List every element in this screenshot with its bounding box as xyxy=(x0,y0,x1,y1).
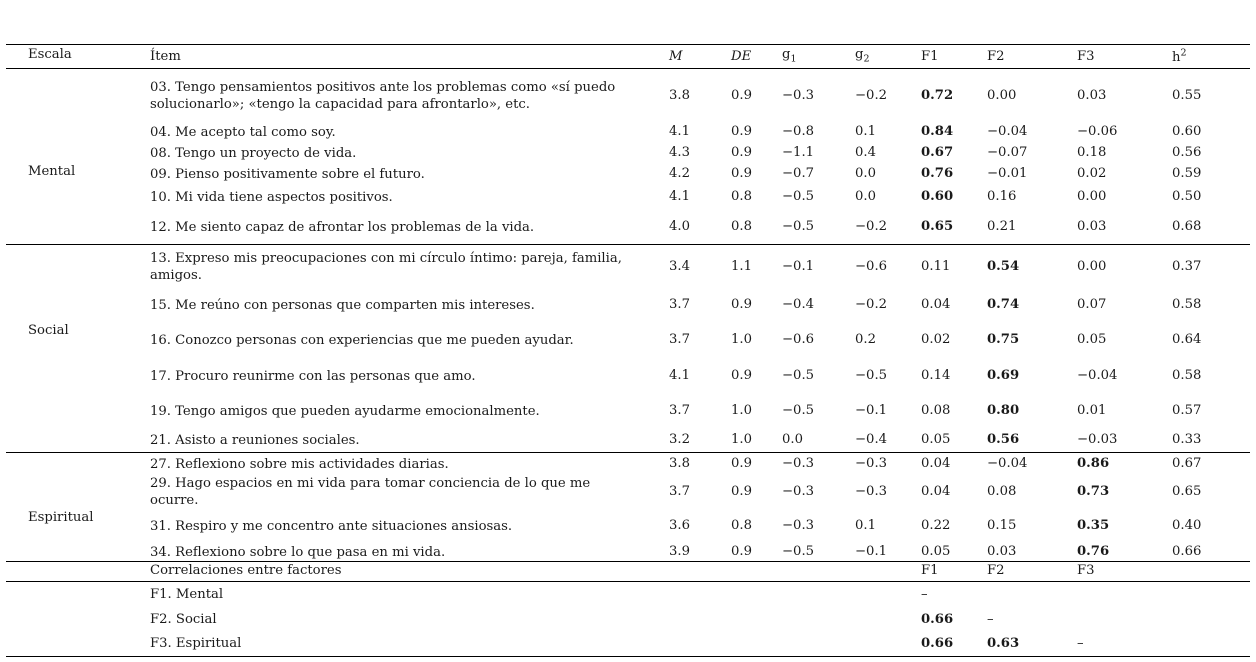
cell-g1: −0.6 xyxy=(782,332,815,347)
cell-g2: 0.0 xyxy=(855,189,876,204)
cell-m: 4.2 xyxy=(669,166,690,181)
cell-de: 0.9 xyxy=(731,368,752,383)
header-g2-base: g xyxy=(855,47,864,62)
correlations-col-f1: F1 xyxy=(921,563,939,578)
header-escala: Escala xyxy=(28,47,72,62)
cell-f1: 0.02 xyxy=(921,332,951,347)
cell-m: 4.1 xyxy=(669,124,690,139)
cell-f1: 0.11 xyxy=(921,259,951,274)
item-text: 31. Respiro y me concentro ante situaciones ansiosas. xyxy=(150,518,513,534)
scale-label-mental: Mental xyxy=(28,164,76,179)
cell-de: 0.9 xyxy=(731,166,752,181)
header-rule xyxy=(6,68,1250,69)
corr-f2-f1: 0.66 xyxy=(921,612,954,627)
item-text: 16. Conozco personas con experiencias que me pueden ayudar. xyxy=(150,332,574,348)
header-g1 xyxy=(782,47,797,63)
top-rule xyxy=(6,44,1250,45)
cell-h2: 0.65 xyxy=(1172,484,1202,499)
cell-f3: 0.03 xyxy=(1077,219,1107,234)
cell-m: 3.4 xyxy=(669,259,690,274)
correlations-header-rule xyxy=(6,581,1250,582)
cell-f3: −0.03 xyxy=(1077,432,1118,447)
item-text: 29. Hago espacios en mi vida para tomar conciencia de lo que me ocurre. xyxy=(150,476,591,508)
item-text: 17. Procuro reunirme con las personas que amo. xyxy=(150,368,476,384)
cell-f2: 0.21 xyxy=(987,219,1017,234)
cell-de: 0.9 xyxy=(731,456,752,471)
item-text: 09. Pienso positivamente sobre el futuro. xyxy=(150,166,425,182)
correlations-title: Correlaciones entre factores xyxy=(150,563,342,578)
cell-f2: 0.69 xyxy=(987,368,1020,383)
cell-f1: 0.84 xyxy=(921,124,954,139)
header-g2-sub: 2 xyxy=(863,53,870,65)
cell-f3: 0.00 xyxy=(1077,259,1107,274)
header-h2-sup: 2 xyxy=(1180,47,1187,59)
cell-h2: 0.50 xyxy=(1172,189,1202,204)
header-f2: F2 xyxy=(987,49,1005,64)
cell-f2: −0.01 xyxy=(987,166,1028,181)
item-text: 03. Tengo pensamientos positivos ante los problemas como «sí puedo solucionarlo»; «tengo la capacidad para afrontarlo», etc. xyxy=(150,80,616,112)
cell-de: 0.9 xyxy=(731,124,752,139)
cell-g1: 0.0 xyxy=(782,432,803,447)
cell-g2: −0.2 xyxy=(855,219,888,234)
item-text: 10. Mi vida tiene aspectos positivos. xyxy=(150,189,393,205)
cell-g2: −0.1 xyxy=(855,403,888,418)
cell-f2: 0.56 xyxy=(987,432,1020,447)
item-text: 08. Tengo un proyecto de vida. xyxy=(150,145,357,161)
header-g2 xyxy=(855,47,870,63)
cell-f1: 0.60 xyxy=(921,189,954,204)
cell-g2: −0.5 xyxy=(855,368,888,383)
cell-m: 3.7 xyxy=(669,403,690,418)
cell-g2: −0.3 xyxy=(855,484,888,499)
cell-de: 0.9 xyxy=(731,145,752,160)
group-separator-social-espiritual xyxy=(6,452,1250,453)
cell-f3: 0.73 xyxy=(1077,484,1110,499)
header-h2 xyxy=(1172,47,1187,66)
cell-f1: 0.04 xyxy=(921,484,951,499)
item-text: 15. Me reúno con personas que comparten mis intereses. xyxy=(150,297,535,313)
cell-g1: −0.3 xyxy=(782,518,815,533)
cell-g1: −0.8 xyxy=(782,124,815,139)
header-sd: DE xyxy=(731,49,752,64)
cell-f1: 0.72 xyxy=(921,88,954,103)
cell-f2: 0.03 xyxy=(987,544,1017,559)
correlations-col-f2: F2 xyxy=(987,563,1005,578)
cell-g2: −0.3 xyxy=(855,456,888,471)
cell-g2: 0.1 xyxy=(855,518,876,533)
cell-f1: 0.67 xyxy=(921,145,954,160)
cell-f1: 0.05 xyxy=(921,544,951,559)
cell-g2: 0.2 xyxy=(855,332,876,347)
cell-g1: −0.1 xyxy=(782,259,815,274)
cell-f1: 0.08 xyxy=(921,403,951,418)
cell-f3: 0.01 xyxy=(1077,403,1107,418)
group-separator-mental-social xyxy=(6,244,1250,245)
corr-f3-f3: – xyxy=(1077,636,1084,651)
cell-f2: 0.16 xyxy=(987,189,1017,204)
cell-f2: 0.75 xyxy=(987,332,1020,347)
correlations-col-f3: F3 xyxy=(1077,563,1095,578)
cell-m: 3.8 xyxy=(669,88,690,103)
corr-f1-f1: – xyxy=(921,587,928,602)
cell-de: 0.9 xyxy=(731,484,752,499)
cell-g1: −0.3 xyxy=(782,88,815,103)
cell-de: 1.1 xyxy=(731,259,752,274)
item-text: 04. Me acepto tal como soy. xyxy=(150,124,336,140)
cell-f1: 0.65 xyxy=(921,219,954,234)
cell-g1: −0.5 xyxy=(782,544,815,559)
cell-g2: −0.2 xyxy=(855,297,888,312)
cell-f3: 0.35 xyxy=(1077,518,1110,533)
item-text: 21. Asisto a reuniones sociales. xyxy=(150,432,360,448)
cell-f3: 0.03 xyxy=(1077,88,1107,103)
cell-de: 0.9 xyxy=(731,88,752,103)
cell-f2: −0.04 xyxy=(987,124,1028,139)
cell-de: 1.0 xyxy=(731,432,752,447)
cell-m: 4.1 xyxy=(669,189,690,204)
cell-g2: 0.4 xyxy=(855,145,876,160)
header-f1: F1 xyxy=(921,49,939,64)
cell-g1: −0.3 xyxy=(782,456,815,471)
cell-h2: 0.58 xyxy=(1172,297,1202,312)
corr-f3-f2: 0.63 xyxy=(987,636,1020,651)
cell-f3: 0.02 xyxy=(1077,166,1107,181)
cell-m: 3.7 xyxy=(669,332,690,347)
cell-f3: 0.76 xyxy=(1077,544,1110,559)
cell-f1: 0.05 xyxy=(921,432,951,447)
cell-de: 0.8 xyxy=(731,518,752,533)
cell-g1: −0.5 xyxy=(782,403,815,418)
correlations-top-rule xyxy=(6,561,1250,562)
cell-f3: 0.05 xyxy=(1077,332,1107,347)
cell-f2: 0.54 xyxy=(987,259,1020,274)
cell-h2: 0.37 xyxy=(1172,259,1202,274)
cell-f3: 0.07 xyxy=(1077,297,1107,312)
cell-h2: 0.67 xyxy=(1172,456,1202,471)
cell-f1: 0.04 xyxy=(921,297,951,312)
cell-g1: −0.5 xyxy=(782,219,815,234)
cell-de: 0.9 xyxy=(731,297,752,312)
cell-h2: 0.60 xyxy=(1172,124,1202,139)
header-mean: M xyxy=(669,49,683,64)
scale-label-espiritual: Espiritual xyxy=(28,510,94,525)
cell-g1: −0.5 xyxy=(782,368,815,383)
cell-m: 3.6 xyxy=(669,518,690,533)
cell-f3: 0.00 xyxy=(1077,189,1107,204)
cell-m: 4.3 xyxy=(669,145,690,160)
cell-f2: 0.74 xyxy=(987,297,1020,312)
cell-f3: −0.04 xyxy=(1077,368,1118,383)
cell-h2: 0.64 xyxy=(1172,332,1202,347)
cell-de: 0.9 xyxy=(731,544,752,559)
cell-m: 3.2 xyxy=(669,432,690,447)
header-h2-base: h xyxy=(1172,50,1181,65)
cell-g2: −0.4 xyxy=(855,432,888,447)
cell-g2: −0.2 xyxy=(855,88,888,103)
cell-de: 0.8 xyxy=(731,219,752,234)
cell-m: 3.7 xyxy=(669,484,690,499)
cell-f1: 0.14 xyxy=(921,368,951,383)
cell-f2: 0.80 xyxy=(987,403,1020,418)
cell-f2: 0.15 xyxy=(987,518,1017,533)
item-text: 19. Tengo amigos que pueden ayudarme emocionalmente. xyxy=(150,403,540,419)
cell-f3: −0.06 xyxy=(1077,124,1118,139)
header-g1-sub: 1 xyxy=(790,53,797,65)
cell-f2: −0.07 xyxy=(987,145,1028,160)
cell-f1: 0.76 xyxy=(921,166,954,181)
scale-label-social: Social xyxy=(28,323,69,338)
cell-g2: −0.1 xyxy=(855,544,888,559)
cell-m: 4.1 xyxy=(669,368,690,383)
cell-h2: 0.59 xyxy=(1172,166,1202,181)
cell-de: 0.8 xyxy=(731,189,752,204)
cell-f1: 0.04 xyxy=(921,456,951,471)
cell-f2: −0.04 xyxy=(987,456,1028,471)
header-g1-base: g xyxy=(782,47,791,62)
cell-h2: 0.57 xyxy=(1172,403,1202,418)
cell-g1: −0.3 xyxy=(782,484,815,499)
cell-h2: 0.33 xyxy=(1172,432,1202,447)
cell-f1: 0.22 xyxy=(921,518,951,533)
cell-f3: 0.86 xyxy=(1077,456,1110,471)
item-text: 34. Reflexiono sobre lo que pasa en mi vida. xyxy=(150,544,446,560)
cell-f2: 0.08 xyxy=(987,484,1017,499)
cell-m: 4.0 xyxy=(669,219,690,234)
corr-row-label: F1. Mental xyxy=(150,587,224,602)
cell-de: 1.0 xyxy=(731,332,752,347)
cell-g2: 0.0 xyxy=(855,166,876,181)
cell-g1: −1.1 xyxy=(782,145,815,160)
item-text: 13. Expreso mis preocupaciones con mi círculo íntimo: pareja, familia, amigos. xyxy=(150,251,622,283)
item-text: 12. Me siento capaz de afrontar los problemas de la vida. xyxy=(150,219,535,235)
bottom-rule xyxy=(6,656,1250,657)
item-text: 27. Reflexiono sobre mis actividades diarias. xyxy=(150,456,449,472)
cell-f2: 0.00 xyxy=(987,88,1017,103)
corr-f3-f1: 0.66 xyxy=(921,636,954,651)
cell-g2: −0.6 xyxy=(855,259,888,274)
corr-row-label: F3. Espiritual xyxy=(150,636,242,651)
cell-h2: 0.68 xyxy=(1172,219,1202,234)
corr-row-label: F2. Social xyxy=(150,612,217,627)
cell-m: 3.8 xyxy=(669,456,690,471)
cell-g2: 0.1 xyxy=(855,124,876,139)
header-f3: F3 xyxy=(1077,49,1095,64)
cell-h2: 0.40 xyxy=(1172,518,1202,533)
cell-h2: 0.55 xyxy=(1172,88,1202,103)
header-item: Ítem xyxy=(150,49,181,64)
cell-h2: 0.56 xyxy=(1172,145,1202,160)
cell-m: 3.7 xyxy=(669,297,690,312)
cell-g1: −0.7 xyxy=(782,166,815,181)
cell-de: 1.0 xyxy=(731,403,752,418)
cell-g1: −0.4 xyxy=(782,297,815,312)
corr-f2-f2: – xyxy=(987,612,994,627)
cell-m: 3.9 xyxy=(669,544,690,559)
cell-g1: −0.5 xyxy=(782,189,815,204)
cell-f3: 0.18 xyxy=(1077,145,1107,160)
cell-h2: 0.66 xyxy=(1172,544,1202,559)
cell-h2: 0.58 xyxy=(1172,368,1202,383)
